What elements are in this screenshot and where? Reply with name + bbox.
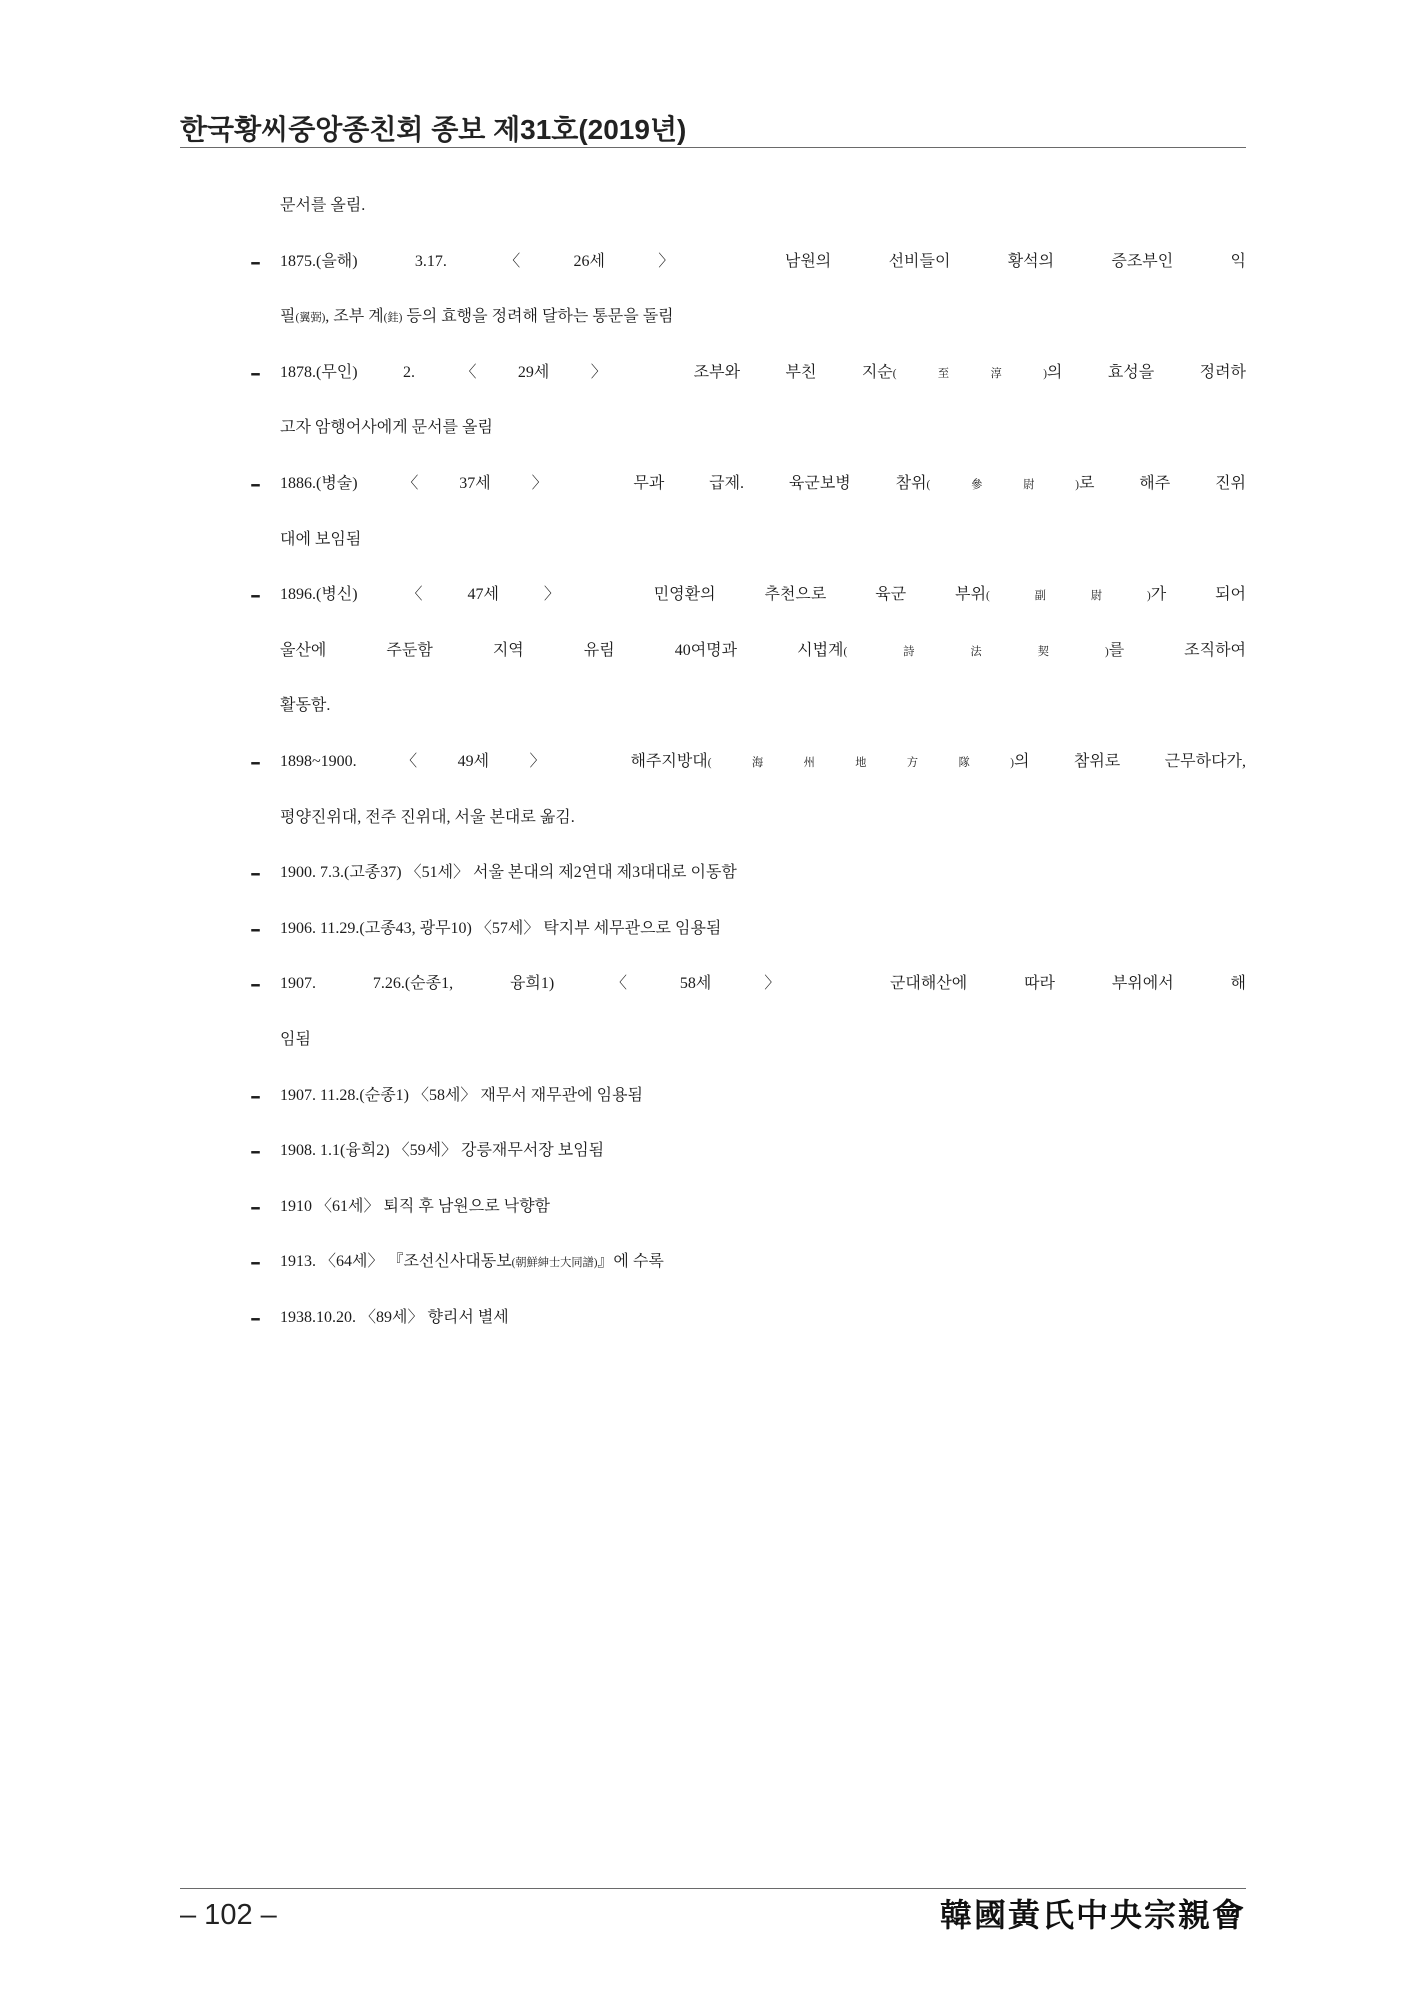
entry-line: 1910 〈61세〉 퇴직 후 남원으로 낙향함 xyxy=(280,1197,551,1215)
hanja-annotation: (至淳) xyxy=(892,367,1047,380)
timeline-entry xyxy=(250,901,1246,957)
list-bullet: - xyxy=(250,909,261,946)
entry-line: 문서를 올림. xyxy=(280,197,366,214)
footer-rule xyxy=(180,1888,1246,1889)
chronology-list xyxy=(250,178,1246,1345)
publisher-name: 韓國黃氏中央宗親會 xyxy=(939,1896,1246,1934)
list-bullet: - xyxy=(250,965,261,1002)
entry-line: 1907. 11.28.(순종1) 〈58세〉 재무서 재무관에 임용됨 xyxy=(280,1086,643,1104)
entry-line: 1938.10.20. 〈89세〉 향리서 별세 xyxy=(280,1308,509,1326)
entry-line: 1875.(을해) 3.17. 〈26세〉 남원의 선비들이 황석의 증조부인 익 xyxy=(280,252,1246,270)
page-number: – 102 – xyxy=(180,1899,277,1931)
entry-line: 1896.(병신) 〈47세〉 민영환의 추천으로 육군 부위(副尉)가 되어 xyxy=(280,586,1246,604)
list-bullet: - xyxy=(250,242,261,279)
timeline-entry xyxy=(250,1179,1246,1235)
list-bullet: - xyxy=(250,353,261,390)
entry-line: 임됨 xyxy=(280,1030,311,1048)
entry-line: 1900. 7.3.(고종37) 〈51세〉 서울 본대의 제2연대 제3대대로 이동함 xyxy=(280,864,737,882)
hanja-annotation: (副尉) xyxy=(986,590,1151,603)
hanja-annotation: (翼弼) xyxy=(295,312,326,325)
list-bullet: - xyxy=(250,576,261,613)
timeline-entry xyxy=(250,234,1246,345)
list-bullet: - xyxy=(250,464,261,501)
entry-line: 대에 보임됨 xyxy=(280,530,362,548)
running-header-title: 한국황씨중앙종친회 종보 제31호(2019년) xyxy=(180,114,687,145)
list-bullet: - xyxy=(250,854,261,891)
list-bullet: - xyxy=(250,1243,261,1280)
entry-line: 1886.(병술) 〈37세〉 무과 급제. 육군보병 참위(參尉)로 해주 진위 xyxy=(280,474,1246,492)
entry-line: 1907. 7.26.(순종1, 융희1) 〈58세〉 군대해산에 따라 부위에서 해 xyxy=(280,975,1246,993)
timeline-entry xyxy=(250,1290,1246,1346)
timeline-entry xyxy=(250,1068,1246,1124)
timeline-entry xyxy=(250,567,1246,734)
timeline-entry xyxy=(250,345,1246,456)
timeline-entry xyxy=(250,456,1246,567)
hanja-annotation: (朝鮮紳士大同譜) xyxy=(511,1257,598,1270)
list-bullet: - xyxy=(250,1076,261,1113)
entry-line: 1898~1900. 〈49세〉 해주지방대(海州地方隊)의 참위로 근무하다가, xyxy=(280,752,1246,770)
entry-line: 울산에 주둔함 지역 유림 40여명과 시법계(詩法契)를 조직하여 xyxy=(280,641,1246,659)
header-rule xyxy=(180,147,1246,148)
entry-line: 1906. 11.29.(고종43, 광무10) 〈57세〉 탁지부 세무관으로 임용됨 xyxy=(280,919,722,937)
entry-line: 평양진위대, 전주 진위대, 서울 본대로 옮김. xyxy=(280,808,575,826)
timeline-entry xyxy=(250,845,1246,901)
hanja-annotation: (海州地方隊) xyxy=(707,756,1014,769)
entry-line: 활동함. xyxy=(280,697,331,715)
timeline-entry xyxy=(250,734,1246,845)
timeline-entry xyxy=(250,956,1246,1067)
timeline-entry xyxy=(250,1234,1246,1290)
entry-line: 1878.(무인) 2. 〈29세〉 조부와 부친 지순(至淳)의 효성을 정려하 xyxy=(280,363,1246,381)
entry-line: 1913. 〈64세〉 『조선신사대동보(朝鮮紳士大同譜)』에 수록 xyxy=(280,1253,664,1271)
carryover-paragraph xyxy=(250,178,1246,234)
entry-line: 1908. 1.1(융희2) 〈59세〉 강릉재무서장 보임됨 xyxy=(280,1142,605,1160)
hanja-annotation: (參尉) xyxy=(926,478,1079,491)
entry-line: 고자 암행어사에게 문서를 올림 xyxy=(280,419,493,437)
entry-line: 필(翼弼), 조부 계(銈) 등의 효행을 정려해 달하는 통문을 돌림 xyxy=(280,308,674,326)
hanja-annotation: (銈) xyxy=(383,312,403,325)
list-bullet: - xyxy=(250,742,261,779)
timeline-entry xyxy=(250,1123,1246,1179)
list-bullet: - xyxy=(250,1187,261,1224)
hanja-annotation: (詩法契) xyxy=(843,645,1109,658)
list-bullet: - xyxy=(250,1132,261,1169)
list-bullet: - xyxy=(250,1298,261,1335)
